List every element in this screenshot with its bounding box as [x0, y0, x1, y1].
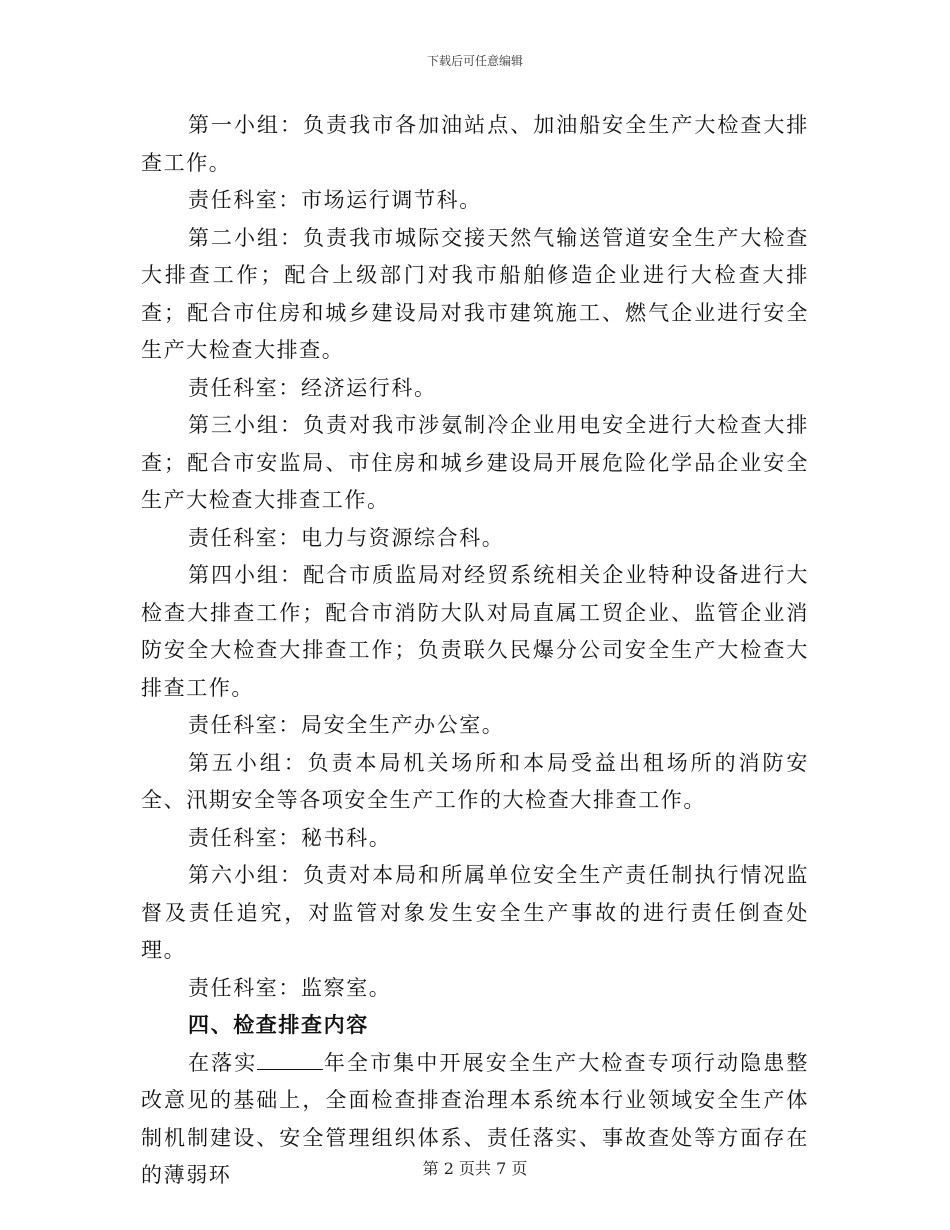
- paragraph-group-4: 第四小组：配合市质监局对经贸系统相关企业特种设备进行大检查大排查工作；配合市消防大队对局直属工贸企业、监管企业消防安全大检查大排查工作；负责联久民爆分公司安全生产大检查大排查工作。: [141, 563, 809, 700]
- header-note: 下载后可任意编辑: [426, 54, 523, 68]
- paragraph-group-1: 第一小组：负责我市各加油站点、加油船安全生产大检查大排查工作。: [141, 113, 809, 175]
- paragraph-office-1: 责任科室：市场运行调节科。: [188, 188, 482, 212]
- fill-in-blank: [257, 1051, 323, 1070]
- paragraph-office-5: 责任科室：秘书科。: [188, 825, 392, 850]
- document-body: [141, 107, 809, 1195]
- section-4-text-after-blank: 年全市集中开展安全生产大检查专项行动隐患整改意见的基础上，全面检查排查治理本系统本行业领域安全生产体制机制建设、安全管理组织体系、责任落实、事故查处等方面存在的薄弱环: [141, 1050, 809, 1187]
- paragraph-office-6: 责任科室：监察室。: [188, 975, 392, 1000]
- paragraph-office-3: 责任科室：电力与资源综合科。: [188, 525, 505, 550]
- page-number: 第 2 页共 7 页: [422, 1159, 528, 1178]
- paragraph-office-2: 责任科室：经济运行科。: [188, 375, 437, 400]
- paragraph-office-4: 责任科室：局安全生产办公室。: [188, 713, 505, 737]
- paragraph-group-6: 第六小组：负责对本局和所属单位安全生产责任制执行情况监督及责任追究，对监管对象发生安全生产事故的进行责任倒查处理。: [141, 863, 809, 962]
- paragraph-group-2: 第二小组：负责我市城际交接天然气输送管道安全生产大检查大排查工作；配合上级部门对我市船舶修造企业进行大检查大排查；配合市住房和城乡建设局对我市建筑施工、燃气企业进行安全生产大检查大排查。: [141, 225, 809, 362]
- paragraph-group-5: 第五小组：负责本局机关场所和本局受益出租场所的消防安全、汛期安全等各项安全生产工作的大检查大排查工作。: [141, 750, 809, 812]
- section-heading-4: 四、检查排查内容: [188, 1013, 369, 1037]
- paragraph-group-3: 第三小组：负责对我市涉氨制冷企业用电安全进行大检查大排查；配合市安监局、市住房和城乡建设局开展危险化学品企业安全生产大检查大排查工作。: [141, 413, 809, 512]
- section-4-text-before-blank: 在落实: [188, 1050, 258, 1075]
